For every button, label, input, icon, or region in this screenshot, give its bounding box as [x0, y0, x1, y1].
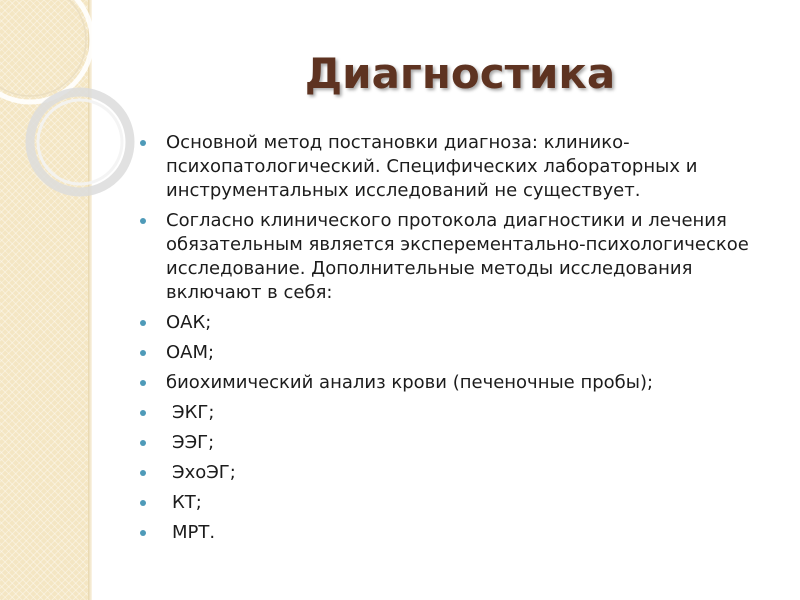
bullet-item [138, 131, 778, 203]
bullet-text: биохимический анализ крови (печеночные пробы); [166, 372, 654, 393]
bullet-marker [140, 500, 146, 506]
bullet-item [138, 311, 778, 335]
bullet-item [138, 341, 778, 365]
bullet-marker [140, 470, 146, 476]
bullet-marker [140, 140, 146, 146]
bullet-marker [140, 350, 146, 356]
bullet-text: ОАМ; [166, 342, 215, 363]
bullet-marker [140, 380, 146, 386]
bullet-text: КТ; [172, 492, 202, 513]
bullet-text: ЭКГ; [172, 402, 215, 423]
bullet-item [138, 401, 778, 425]
bullet-item [138, 431, 778, 455]
bullet-item [138, 371, 778, 395]
bullet-text: МРТ. [172, 522, 216, 543]
bullet-marker [140, 440, 146, 446]
decorative-rings [0, 0, 160, 220]
slide-title: Диагностика [304, 49, 616, 98]
bullet-marker [140, 218, 146, 224]
decorative-ring-middle [30, 92, 130, 192]
bullet-item [138, 461, 778, 485]
bullet-item [138, 521, 778, 545]
decorative-ring-top [0, 0, 92, 102]
bullet-text: Основной метод постановки диагноза: клинико-психопатологический. Специфических лабораторных и инструментальных исследований не существует. [166, 132, 698, 201]
bullet-text: Согласно клинического протокола диагностики и лечения обязательным является эксперементально-психологическое исследование. Дополнительные методы исследования включают в себя: [166, 210, 749, 303]
bullet-marker [140, 410, 146, 416]
decorative-ring-middle-inner [38, 100, 122, 184]
bullet-list [138, 131, 778, 551]
bullet-text: ЭхоЭГ; [172, 462, 236, 483]
bullet-text: ОАК; [166, 312, 212, 333]
bullet-item [138, 209, 778, 305]
bullet-marker [140, 320, 146, 326]
bullet-marker [140, 530, 146, 536]
bullet-text: ЭЭГ; [172, 432, 215, 453]
bullet-item [138, 491, 778, 515]
